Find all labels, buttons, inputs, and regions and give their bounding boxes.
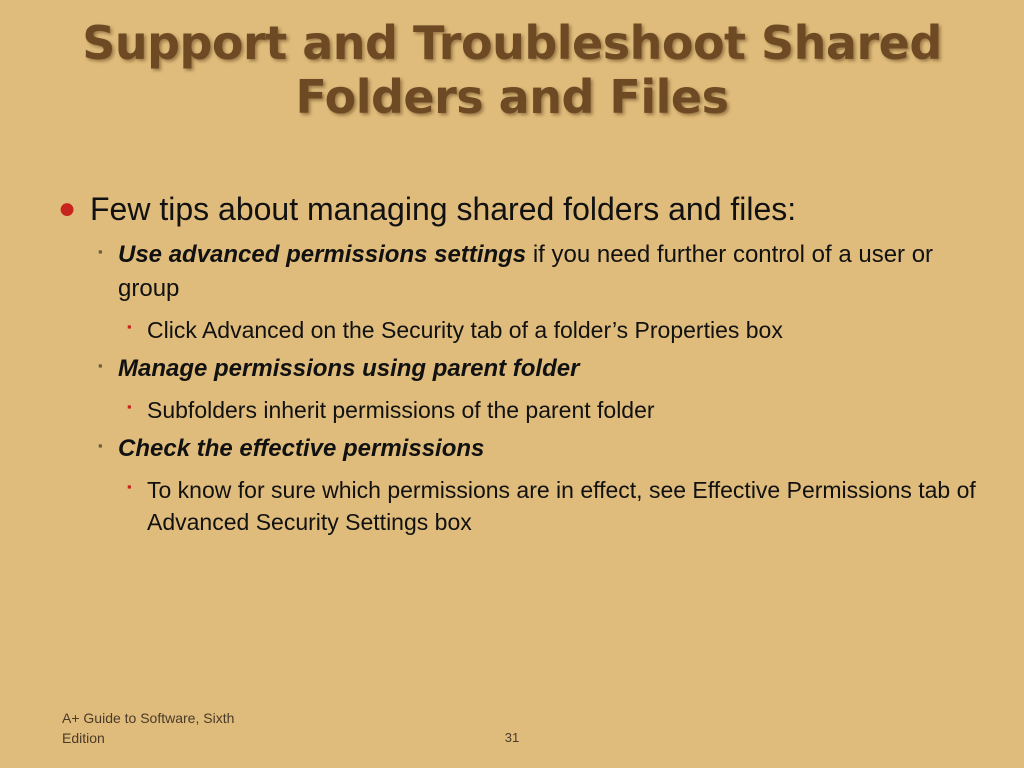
footer-source-line1: A+ Guide to Software, Sixth <box>62 710 235 726</box>
square-bullet-icon: ▪ <box>127 399 132 414</box>
sub-bullet-text <box>118 432 484 466</box>
detail-text: To know for sure which permissions are in effect, see Effective Permissions tab of Advanced Security Settings box <box>147 477 976 535</box>
bullet-item <box>58 186 978 232</box>
sub-bullet-item <box>98 352 978 386</box>
tip-rest: if you need further control of a user or group <box>118 241 934 302</box>
sub-bullet-text <box>118 238 978 306</box>
sub-bullet-item <box>98 238 978 306</box>
square-bullet-icon: ▪ <box>127 319 132 334</box>
page-number: 31 <box>504 730 520 745</box>
slide-title <box>40 16 984 124</box>
square-bullet-icon: ▪ <box>98 438 103 453</box>
footer-source-line2: Edition <box>62 730 105 746</box>
detail-bullet-item <box>127 314 978 346</box>
square-bullet-icon: ▪ <box>127 479 132 494</box>
detail-bullet-item <box>127 474 978 538</box>
slide-title-line2: Folders and Files <box>295 70 729 124</box>
slide-content <box>58 186 978 538</box>
square-bullet-icon: ▪ <box>98 244 103 259</box>
bullet-text: Few tips about managing shared folders and files: <box>90 191 797 227</box>
tip-emphasis: Use advanced permissions settings <box>118 241 527 268</box>
detail-text: Subfolders inherit permissions of the parent folder <box>147 397 655 423</box>
round-bullet-icon: ● <box>58 192 77 225</box>
tip-emphasis: Check the effective permissions <box>118 435 485 462</box>
detail-text: Click Advanced on the Security tab of a folder’s Properties box <box>147 317 783 343</box>
tip-emphasis: Manage permissions using parent folder <box>118 355 580 382</box>
square-bullet-icon: ▪ <box>98 358 103 373</box>
sub-bullet-text <box>118 352 579 386</box>
slide-title-line1: Support and Troubleshoot Shared <box>82 16 942 70</box>
detail-bullet-item <box>127 394 978 426</box>
footer-source <box>62 708 282 748</box>
sub-bullet-item <box>98 432 978 466</box>
